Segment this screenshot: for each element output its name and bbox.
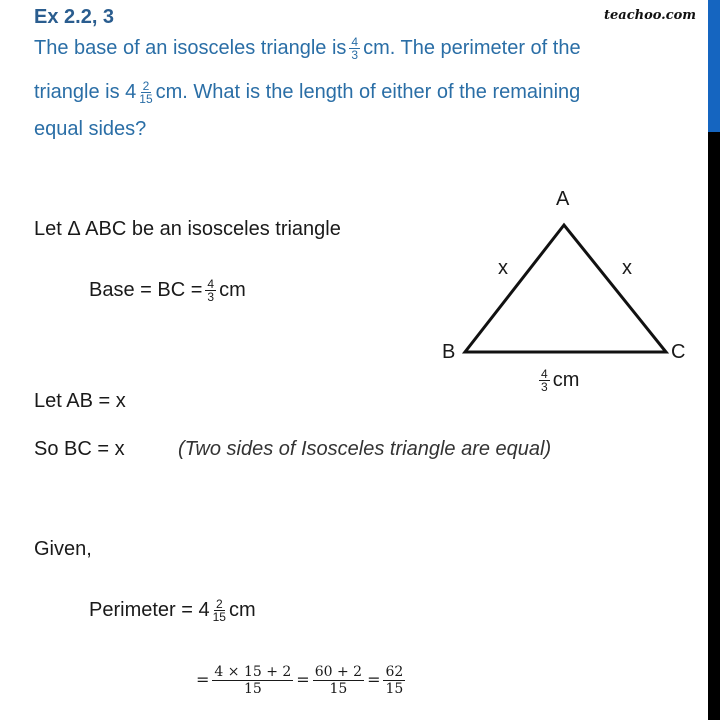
side-ac-label: x [622,257,632,279]
question-line-3: equal sides? [34,118,147,140]
vertex-a-label: A [556,188,570,210]
question-line-2: triangle is 4 $\frac{2}{15}$ cm. What is the length of either of the remaining [34,79,581,106]
vertex-c-label: C [671,341,686,363]
perimeter-equation: Perimeter = 4 $\frac{2}{15}$ cm [89,597,256,624]
let-ab-text: Let AB = x [34,390,126,412]
side-ab-label: x [498,257,508,279]
vertex-b-label: B [442,341,456,363]
given-text: Given, [34,538,92,560]
question-line-1: The base of an isosceles triangle is $\frac{4}{3}$ cm. The perimeter of the [34,35,581,62]
brand-logo: teachoo.com [604,8,697,23]
perimeter-calculation: = $\frac{4 \times 15 + 2}{15}$ = $\frac{60 + 2}{15}$ = $\frac{62}{15}$ [196,664,404,697]
exercise-title: Ex 2.2, 3 [34,6,115,28]
so-bc-text: So BC = x [34,438,125,460]
base-length-label: $\frac{4}{3}$ cm [541,367,580,394]
let-triangle-text: Let Δ ABC be an isosceles triangle [34,218,341,240]
base-equation: Base = BC = $\frac{4}{3}$ cm [89,277,246,304]
reason-text: (Two sides of Isosceles triangle are equal) [178,438,552,460]
